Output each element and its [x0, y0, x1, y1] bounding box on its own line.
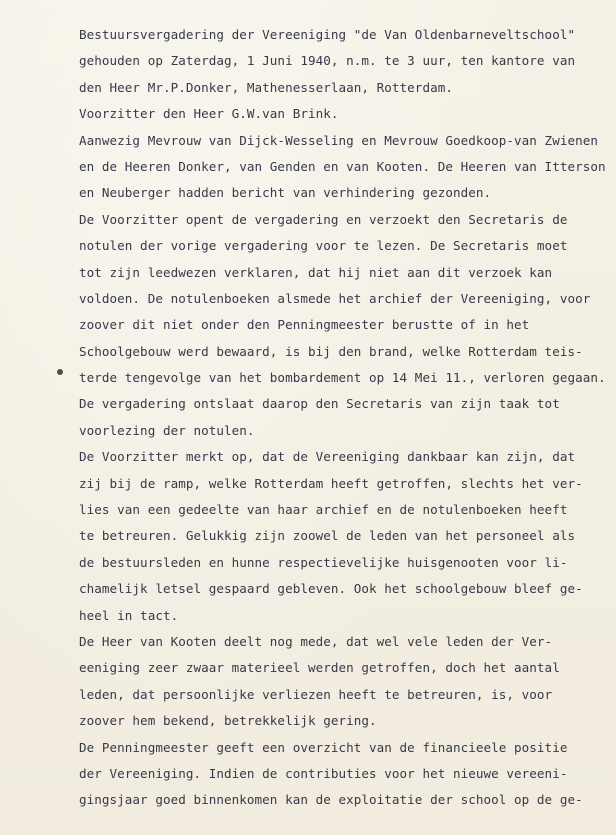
ink-spot [57, 369, 63, 375]
text-line: heel in tact. [79, 607, 179, 623]
minutes-text [79, 22, 609, 814]
text-line: de bestuursleden en hunne respectievelijke huisgenooten voor li- [79, 554, 568, 570]
text-line: Schoolgebouw werd bewaard, is bij den brand, welke Rotterdam teis- [79, 343, 583, 359]
text-line: De Penningmeester geeft een overzicht van de financieele positie [79, 739, 568, 755]
text-line: eeniging zeer zwaar materieel werden getroffen, doch het aantal [79, 660, 560, 676]
text-line: De Voorzitter merkt op, dat de Vereeniging dankbaar kan zijn, dat [79, 449, 576, 465]
text-line: Bestuursvergadering der Vereeniging "de Van Oldenbarneveltschool" [79, 27, 576, 42]
text-line: lies van een gedeelte van haar archief en de notulenboeken heeft [79, 502, 568, 518]
text-line: Aanwezig Mevrouw van Dijck-Wesseling en Mevrouw Goedkoop-van Zwienen [79, 132, 598, 148]
text-line: den Heer Mr.P.Donker, Mathenesserlaan, Rotterdam. [79, 79, 453, 95]
text-line: zoover hem bekend, betrekkelijk gering. [79, 713, 377, 729]
text-line: zoover dit niet onder den Penningmeester berustte of in het [79, 317, 530, 333]
text-line: De vergadering ontslaat daarop den Secretaris van zijn taak tot [79, 396, 560, 412]
text-line: en Neuberger hadden bericht van verhindering gezonden. [79, 185, 492, 201]
text-line: leden, dat persoonlijke verliezen heeft te betreuren, is, voor [79, 686, 553, 702]
text-line: tot zijn leedwezen verklaren, dat hij niet aan dit verzoek kan [79, 264, 553, 280]
text-line: der Vereeniging. Indien de contributies voor het nieuwe vereeni- [79, 765, 568, 781]
text-line: te betreuren. Gelukkig zijn zoowel de leden van het personeel als [79, 528, 576, 544]
text-line: terde tengevolge van het bombardement op 14 Mei 11., verloren gegaan. [79, 370, 606, 386]
text-line: zij bij de ramp, welke Rotterdam heeft getroffen, slechts het ver- [79, 475, 583, 491]
text-line: voldoen. De notulenboeken alsmede het archief der Vereeniging, voor [79, 290, 591, 306]
text-line: chamelijk letsel gespaard gebleven. Ook het schoolgebouw bleef ge- [79, 581, 583, 597]
text-line: De Heer van Kooten deelt nog mede, dat wel vele leden der Ver- [79, 633, 553, 649]
text-line: De Voorzitter opent de vergadering en verzoekt den Secretaris de [79, 211, 568, 227]
text-line: gingsjaar goed binnenkomen kan de exploitatie der school op de ge- [79, 792, 583, 808]
text-line: notulen der vorige vergadering voor te lezen. De Secretaris moet [79, 238, 568, 254]
text-line: voorlezing der notulen. [79, 422, 255, 438]
text-line: Voorzitter den Heer G.W.van Brink. [79, 106, 339, 122]
text-line: en de Heeren Donker, van Genden en van Kooten. De Heeren van Itterson [79, 158, 606, 174]
text-line: gehouden op Zaterdag, 1 Juni 1940, n.m. te 3 uur, ten kantore van [79, 53, 576, 69]
